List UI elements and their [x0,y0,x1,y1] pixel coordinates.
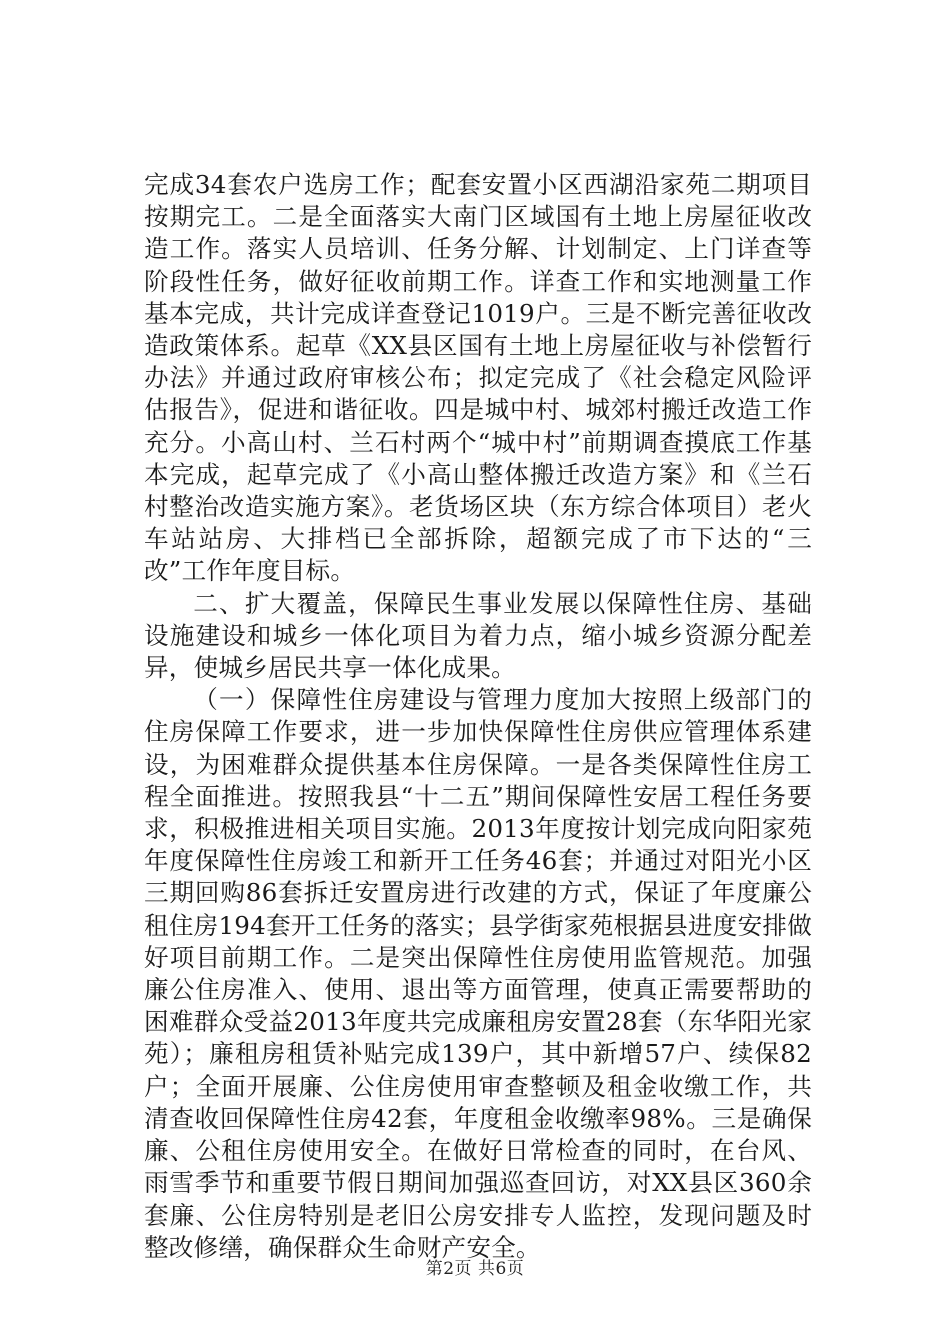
body-paragraph-1: 完成34套农户选房工作；配套安置小区西湖沿家苑二期项目按期完工。二是全面落实大南门区域国有土地上房屋征收改造工作。落实人员培训、任务分解、计划制定、上门详查等阶段性任务，做好征收前期工作。详查工作和实地测量工作基本完成，共计完成详查登记1019户。三是不断完善征收改造政策体系。起草《XX县区国有土地上房屋征收与补偿暂行办法》并通过政府审核公布；拟定完成了《社会稳定风险评估报告》，促进和谐征收。四是城中村、城郊村搬迁改造工作充分。小高山村、兰石村两个“城中村”前期调查摸底工作基本完成，起草完成了《小高山整体搬迁改造方案》和《兰石村整治改造实施方案》。老货场区块（东方综合体项目）老火车站站房、大排档已全部拆除，超额完成了市下达的“三改”工作年度目标。 [144,170,812,586]
section-heading-paragraph: 二、扩大覆盖，保障民生事业发展以保障性住房、基础设施建设和城乡一体化项目为着力点，缩小城乡资源分配差异，使城乡居民共享一体化成果。 [144,588,812,683]
document-body [144,169,812,1264]
page-footer: 第2页 共6页 [425,1259,525,1279]
body-paragraph-3: （一）保障性住房建设与管理力度加大按照上级部门的住房保障工作要求，进一步加快保障性住房供应管理体系建设，为困难群众提供基本住房保障。一是各类保障性住房工程全面推进。按照我县“十二五”期间保障性安居工程任务要求，积极推进相关项目实施。2013年度按计划完成向阳家苑年度保障性住房竣工和新开工任务46套；并通过对阳光小区三期回购86套拆迁安置房进行改建的方式，保证了年度廉公租住房194套开工任务的落实；县学街家苑根据县进度安排做好项目前期工作。二是突出保障性住房使用监管规范。加强廉公住房准入、使用、退出等方面管理，使真正需要帮助的困难群众受益2013年度共完成廉租房安置28套（东华阳光家苑）；廉租房租赁补贴完成139户，其中新增57户、续保82户；全面开展廉、公住房使用审查整顿及租金收缴工作，共清查收回保障性住房42套，年度租金收缴率98%。三是确保廉、公租住房使用安全。在做好日常检查的同时，在台风、雨雪季节和重要节假日期间加强巡查回访，对XX县区360余套廉、公住房特别是老旧公房安排专人监控，发现问题及时整改修缮，确保群众生命财产安全。 [144,685,812,1262]
